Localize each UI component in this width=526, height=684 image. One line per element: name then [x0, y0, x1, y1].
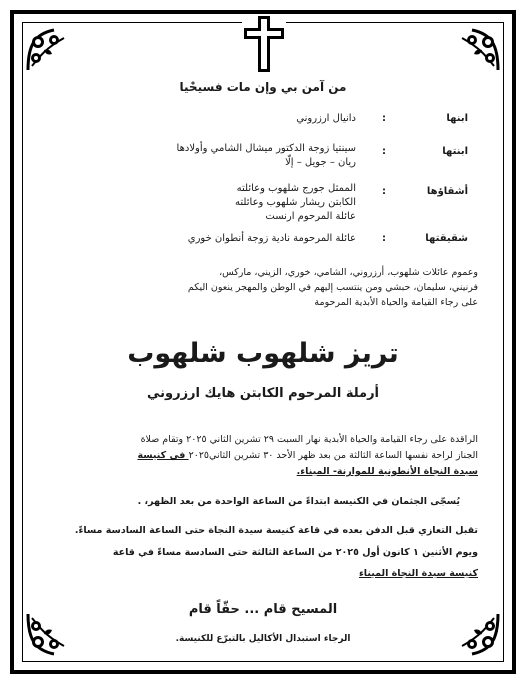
condolences-place: كنيسة سيدة النجاة الميناء	[358, 568, 478, 579]
family-label-brothers: أشقاؤها	[426, 186, 468, 197]
colon: :	[382, 186, 386, 197]
colon: :	[382, 233, 386, 244]
family-label-son: ابنها	[446, 113, 468, 124]
cross-icon	[242, 14, 286, 74]
family-label-daughter: ابنتها	[442, 146, 468, 157]
family-value-brothers: الممثل جورج شلهوب وعائلته	[236, 183, 356, 194]
widow-of: أرملة المرحوم الكابتن هايك ارزروني	[146, 386, 380, 401]
condolences: ويوم الأثنين ١ كانون أول ٢٠٢٥ من الساعة الثالثة حتى السادسة مساءً في قاعة	[112, 547, 478, 558]
funeral-details	[48, 449, 478, 463]
funeral-details-text: الجناز لراحة نفسها الساعة الثالثة من بعد ظهر الأحد ٣٠ تشرين الثاني٢٠٢٥	[188, 450, 478, 461]
floral-ornament-icon	[24, 26, 72, 74]
colon: :	[382, 113, 386, 124]
donation-note: الرجاء استبدال الأكاليل بالتبرّع للكنيسة.	[175, 634, 351, 644]
lying-in-state: يُسجّى الجثمان في الكنيسة ابتداءً من الساعة الواحدة من بعد الظهر، .	[137, 496, 460, 507]
condolences: تقبل التعازي قبل الدفن بعده في قاعة كنيسة سيدة النجاة حتى الساعة السادسة مساءً.	[74, 525, 478, 536]
family-value-sister: عائلة المرحومة نادية زوجة أنطوان خوري	[187, 233, 356, 244]
family-value-brothers: الكابتن ريشار شلهوب وعائلته	[235, 197, 356, 208]
deceased-name: تريز شلهوب شلهوب	[127, 338, 399, 369]
family-label-sister: شقيقتها	[425, 233, 468, 244]
bible-verse: من آمن بي وإن مات فسيحْيا	[179, 80, 347, 94]
relatives-line: وعموم عائلات شلهوب، أرزروني، الشامي، خوري، الزيني، ماركس،	[219, 267, 478, 278]
family-value-daughter: سينتيا زوجة الدكتور ميشال الشامي وأولادها	[176, 143, 356, 154]
family-value-brothers: عائلة المرحوم ارنست	[265, 211, 356, 222]
christ-is-risen: المسيح قام ... حقّاً قام	[188, 602, 338, 617]
funeral-details-church: في كنيسة	[137, 450, 189, 461]
floral-ornament-icon	[454, 26, 502, 74]
family-value-daughter: ريان – جويل – إلّا	[285, 157, 356, 168]
relatives-line: فرنيني، سليمان، حبشي ومن ينتسب إليهم في الوطن والمهجر ينعون اليكم	[187, 282, 478, 293]
family-value-son: دانيال ارزروني	[296, 113, 356, 124]
funeral-details: الراقدة على رجاء القيامة والحياة الأبدية نهار السبت ٢٩ تشرين الثاني ٢٠٢٥ وتقام صلاة	[140, 434, 478, 445]
colon: :	[382, 146, 386, 157]
church-name: سيدة النجاة الأنطونية للموارنة- الميناء.	[296, 466, 478, 477]
relatives-line: على رجاء القيامة والحياة الأبدية المرحومة	[314, 297, 478, 308]
